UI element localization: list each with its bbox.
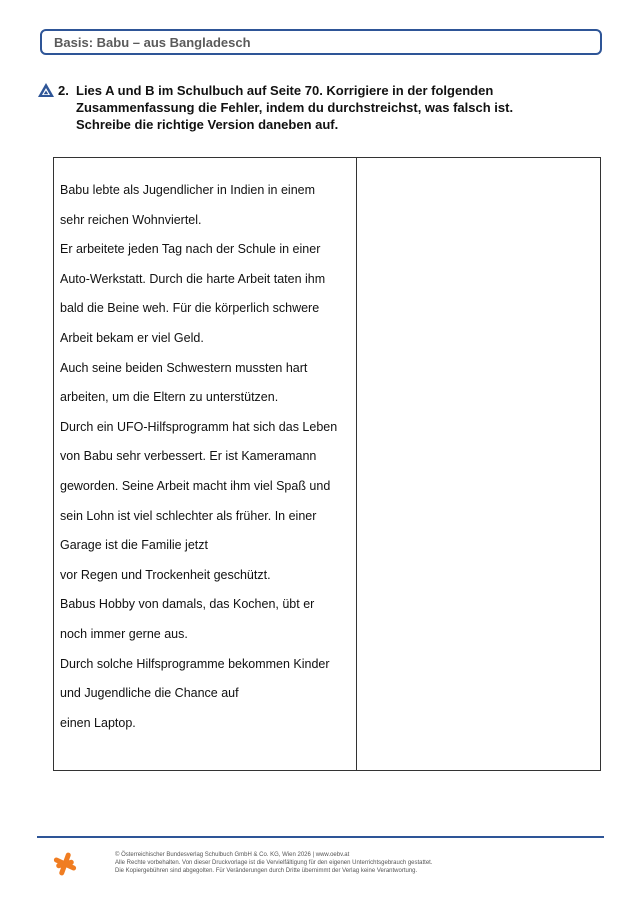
task-line: Zusammenfassung die Fehler, indem du durchstreichst, was falsch ist. [76,100,514,115]
summary-line: Babus Hobby von damals, das Kochen, übt er [60,597,315,612]
footer-line: © Österreichischer Bundesverlag Schulbuch GmbH & Co. KG, Wien 2026 | www.oebv.at [115,852,350,858]
correction-writing-area[interactable] [357,158,600,770]
summary-line: von Babu sehr verbessert. Er ist Kameramann [60,449,317,464]
summary-line: geworden. Seine Arbeit macht ihm viel Spaß und [60,478,331,493]
summary-line: und Jugendliche die Chance auf [60,686,239,701]
summary-text-column [60,176,355,738]
summary-line: bald die Beine weh. Für die körperlich schwere [60,301,320,316]
footer-rule [37,836,604,838]
summary-line: Auch seine beiden Schwestern mussten hart [60,360,308,375]
difficulty-triangle-icon [38,83,54,97]
header-box [40,29,602,55]
summary-line: Garage ist die Familie jetzt [60,538,208,553]
summary-line: sehr reichen Wohnviertel. [60,212,202,227]
summary-line: arbeiten, um die Eltern zu unterstützen. [60,390,279,405]
footer-line: Die Kopiergebühren sind abgegolten. Für Veränderungen durch Dritte übernimmt der Verlag keine Verantwortung. [115,868,418,874]
task-line: Lies A und B im Schulbuch auf Seite 70. Korrigiere in der folgenden [76,83,494,98]
footer-legal-text [115,851,595,875]
summary-line: noch immer gerne aus. [60,626,188,641]
correction-table [53,157,601,771]
summary-line: einen Laptop. [60,715,136,730]
summary-line: Durch ein UFO-Hilfsprogramm hat sich das Leben [60,419,338,434]
summary-line: Er arbeitete jeden Tag nach der Schule in einer [60,242,321,257]
summary-line: Durch solche Hilfsprogramme bekommen Kinder [60,656,330,671]
summary-line: vor Regen und Trockenheit geschützt. [60,567,271,582]
task-number: 2. [58,83,69,98]
summary-line: Babu lebte als Jugendlicher in Indien in einem [60,183,316,197]
task-line: Schreibe die richtige Version daneben auf. [76,117,339,132]
header-title: Basis: Babu – aus Bangladesch [54,34,251,50]
summary-line: sein Lohn ist viel schlechter als früher. In einer [60,508,317,523]
summary-line: Arbeit bekam er viel Geld. [60,330,204,345]
summary-line: Auto-Werkstatt. Durch die harte Arbeit taten ihm [60,271,326,286]
publisher-logo-icon [52,851,78,877]
footer-line: Alle Rechte vorbehalten. Von dieser Druckvorlage ist die Vervielfältigung für den eigenen Unterrichtsgebrauch gestattet. [115,860,433,866]
